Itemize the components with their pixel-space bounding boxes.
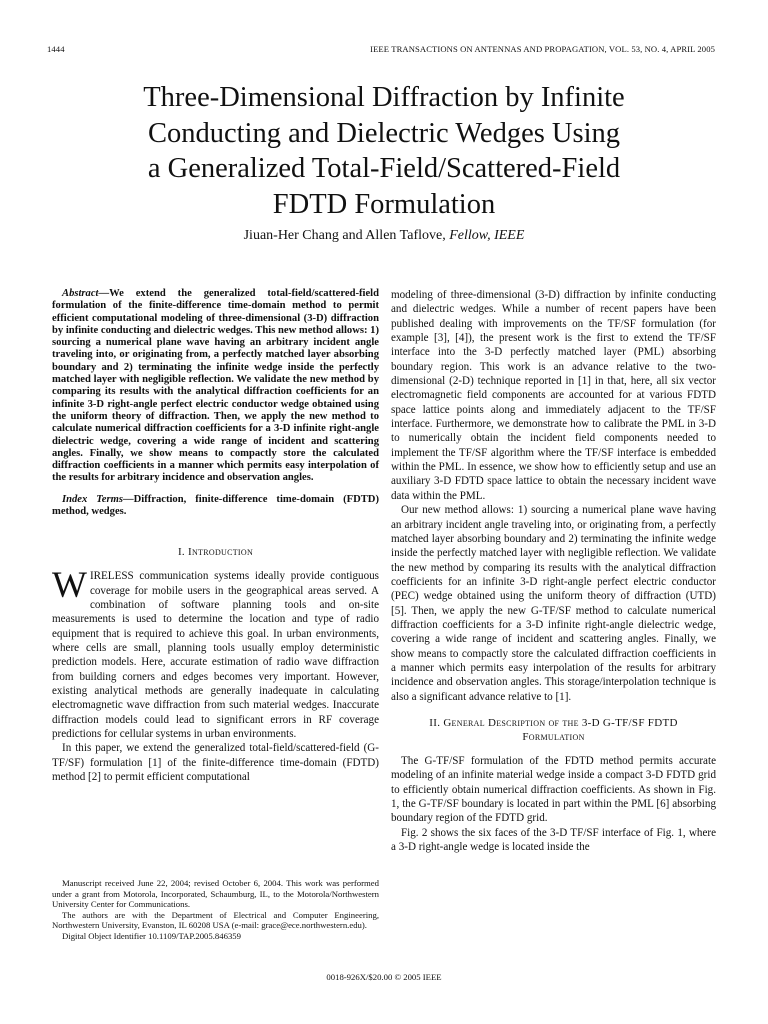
abstract-text: —We extend the generalized total-field/scattered-field formulation of the finite-difference time-domain method to permit efficient computational modeling of three-dimensional (3-D) diffraction by infinite conducting and dielectric wedges. This new method allows: 1) sourcing a numerical plane wave having an arbitrary incident angle traveling into, or originating from, a perfectly matched layer absorbing boundary and 2) terminating the infinite wedge inside the perfectly matched layer with negligible reflection. We validate the new method by comparing its results with the analytical diffraction coefficients for an infinite 3-D right-angle perfect electric conductor wedge obtained using the uniform theory of diffraction. Then, we apply the new method to calculate numerical diffraction coefficients for a 3-D infinite right-angle dielectric wedge, covering a wide range of incident and scattering angles. Finally, we show means to compactly store the calculated diffraction coefficients in a manner which permits easy interpolation of the results for arbitrary incidence and observation angles.	[52, 288, 379, 484]
right-paragraph-1: modeling of three-dimensional (3-D) diffraction by infinite conducting and dielectric wedges. While a number of recent papers have been published dealing with improvements on the TF/SF formulation (for example [3], [4]), the present work is the first to extend the TF/SF interface into the 3-D perfectly matched layer (PML) absorbing boundary region. This work is an advance relative to the two-dimensional (2-D) technique reported in [1] in that, here, all six vector electromagnetic field components are accounted for at various FDTD space lattice points along and immediately adjacent to the TF/SF interface. Furthermore, we demonstrate how to calibrate the PML in 3-D to numerically obtain the incident field components needed to implement the TF/SF algorithm where the TF/SF interface is embedded within the PML. In essence, we show how to efficiently setup and use an auxiliary 3-D FDTD space lattice to obtain the necessary incident wave data within the PML.	[391, 289, 716, 502]
title-line: Conducting and Dielectric Wedges Using	[147, 117, 621, 149]
intro-paragraph-2: In this paper, we extend the generalized total-field/scattered-field (G-TF/SF) formulation [1] of the finite-difference time-domain (FDTD) method [2] to permit efficient computational	[52, 742, 379, 784]
title-line: FDTD Formulation	[272, 188, 496, 220]
page-number: 1444	[47, 44, 65, 54]
right-paragraph-3: The G-TF/SF formulation of the FDTD method permits accurate modeling of an infinite material wedge inside a compact 3-D FDTD grid to efficiently obtain numerical diffraction coefficients. As shown in Fig. 1, the G-TF/SF boundary is located in part within the PML [6] absorbing boundary region of the FDTD grid.	[391, 754, 716, 825]
section-title-line-2: Formulation	[522, 730, 585, 743]
section-heading-introduction	[52, 545, 379, 559]
left-column	[52, 288, 379, 785]
section-heading-general-description	[391, 716, 716, 744]
author-names: Jiuan-Her Chang and Allen Taflove,	[243, 228, 446, 243]
paper-title	[70, 80, 698, 222]
section-number: II.	[429, 716, 441, 729]
first-word: IRELESS	[89, 570, 134, 583]
section-number: I.	[177, 546, 185, 559]
running-header	[47, 44, 715, 58]
drop-cap: W	[52, 565, 87, 607]
right-paragraph-2: Our new method allows: 1) sourcing a numerical plane wave having an arbitrary incident angle traveling into, or originating from, a perfectly matched layer absorbing boundary and 2) terminating the infinite wedge inside the perfectly matched layer with negligible reflection. We validate the new method by comparing its results with the analytical diffraction coefficients for an infinite 3-D right-angle perfect electric conductor (PEC) wedge obtained using the uniform theory of diffraction (UTD) [5]. Then, we apply the new G-TF/SF method to calculate numerical diffraction coefficients for a 3-D infinite right-angle dielectric wedge, covering a wide range of incident and scattering angles. Finally, we show means to compactly store the calculated diffraction coefficients in a manner which permits easy interpolation of the results for arbitrary incidence and observation angles. This storage/interpolation technique is also a significant advance relative to [1].	[391, 504, 716, 703]
journal-name: IEEE TRANSACTIONS ON ANTENNAS AND PROPAGATION, VOL. 53, NO. 4, APRIL 2005	[370, 44, 715, 54]
footnote-manuscript: Manuscript received June 22, 2004; revised October 6, 2004. This work was performed under a grant from Motorola, Incorporated, Schaumburg, IL, to the Motorola/Northwestern University Center for Communications.	[52, 878, 379, 910]
right-column	[391, 288, 716, 854]
author-line	[80, 228, 688, 244]
index-terms-text: —Diffraction, finite-difference time-domain (FDTD) method, wedges.	[52, 493, 379, 518]
copyright-footer: 0018-926X/$20.00 © 2005 IEEE	[326, 972, 442, 982]
index-terms	[52, 494, 379, 519]
intro-paragraph-1	[52, 565, 379, 741]
author-affiliation: Fellow, IEEE	[449, 228, 525, 243]
section-title-line-1: General Description of the 3-D G-TF/SF FDTD	[443, 716, 678, 729]
section-title: Introduction	[188, 546, 254, 559]
abstract-lead: Abstract	[62, 288, 99, 299]
paragraph-text: communication systems ideally provide contiguous coverage for mobile users in the geographical areas served. A combination of software planning tools and on-site measurements is used to determine the location and type of radio equipment that is required to achieve this goal. In urban environments, where cells are small, planning tools usually employ deterministic prediction models. Here, accurate estimation of radio wave diffraction from building corners and edges becomes very important. However, existing analytical methods are generally inadequate in calculating electromagnetic wave diffraction from such material wedges. Inaccurate diffraction models could lead to significant errors in RF coverage predictions for cellular systems in urban environments.	[52, 570, 379, 741]
title-line: Three-Dimensional Diffraction by Infinite	[143, 82, 625, 113]
footnotes	[52, 878, 379, 942]
index-terms-lead: Index Terms	[62, 493, 123, 505]
abstract	[52, 288, 379, 485]
footnote-doi: Digital Object Identifier 10.1109/TAP.2005.846359	[62, 930, 241, 941]
title-line: a Generalized Total-Field/Scattered-Field	[147, 153, 621, 184]
footnote-authors: The authors are with the Department of Electrical and Computer Engineering, Northwestern University, Evanston, IL 60208 USA (e-mail: grace@ece.northwestern.edu).	[52, 909, 379, 931]
right-paragraph-4: Fig. 2 shows the six faces of the 3-D TF/SF interface of Fig. 1, where a 3-D right-angle wedge is located inside the	[391, 826, 716, 854]
